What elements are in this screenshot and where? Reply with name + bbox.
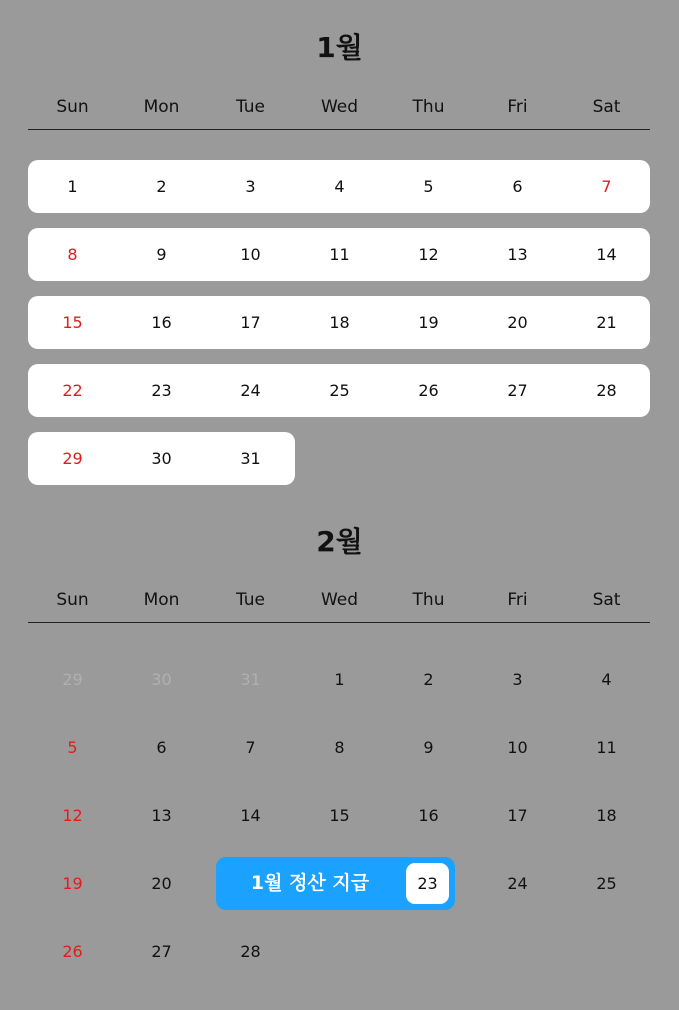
weekday-sun: Sun — [56, 590, 89, 610]
day-cell-other-month: 30 — [151, 670, 172, 689]
day-cell[interactable]: 26 — [62, 942, 83, 961]
day-cell[interactable]: 24 — [240, 381, 261, 400]
weekday-thu: Thu — [412, 590, 445, 610]
day-cell[interactable]: 6 — [512, 177, 523, 196]
day-cell[interactable]: 10 — [240, 245, 261, 264]
weekday-sat: Sat — [592, 590, 621, 610]
day-cell[interactable]: 28 — [240, 942, 261, 961]
day-cell[interactable]: 5 — [423, 177, 434, 196]
day-cell[interactable]: 9 — [156, 245, 167, 264]
day-cell[interactable]: 12 — [418, 245, 439, 264]
day-cell[interactable]: 16 — [418, 806, 439, 825]
day-cell[interactable]: 7 — [601, 177, 612, 196]
day-cell[interactable]: 24 — [507, 874, 528, 893]
day-cell[interactable]: 27 — [151, 942, 172, 961]
day-cell[interactable]: 21 — [596, 313, 617, 332]
day-cell[interactable]: 9 — [423, 738, 434, 757]
settlement-payout-day[interactable]: 23 — [406, 863, 449, 904]
weekday-header — [28, 97, 650, 130]
day-cell[interactable]: 4 — [334, 177, 345, 196]
day-cell[interactable]: 13 — [507, 245, 528, 264]
weekday-header — [28, 590, 650, 623]
day-cell[interactable]: 23 — [151, 381, 172, 400]
day-cell[interactable]: 2 — [156, 177, 167, 196]
month-title-january: 1월 — [316, 31, 363, 64]
day-cell[interactable]: 15 — [329, 806, 350, 825]
day-cell[interactable]: 27 — [507, 381, 528, 400]
day-cell[interactable]: 14 — [596, 245, 617, 264]
day-cell[interactable]: 18 — [329, 313, 350, 332]
day-cell[interactable]: 11 — [329, 245, 350, 264]
day-cell[interactable]: 17 — [507, 806, 528, 825]
day-cell[interactable]: 25 — [596, 874, 617, 893]
day-cell[interactable]: 28 — [596, 381, 617, 400]
weekday-tue: Tue — [235, 97, 266, 117]
day-cell[interactable]: 8 — [334, 738, 345, 757]
day-cell[interactable]: 31 — [240, 449, 261, 468]
day-cell[interactable]: 17 — [240, 313, 261, 332]
day-cell[interactable]: 13 — [151, 806, 172, 825]
day-cell[interactable]: 20 — [151, 874, 172, 893]
month-title-february: 2월 — [316, 525, 363, 558]
day-cell[interactable]: 8 — [67, 245, 78, 264]
day-cell[interactable]: 26 — [418, 381, 439, 400]
day-cell-other-month: 31 — [240, 670, 261, 689]
day-cell[interactable]: 10 — [507, 738, 528, 757]
day-cell[interactable]: 30 — [151, 449, 172, 468]
day-cell[interactable]: 22 — [62, 381, 83, 400]
day-cell[interactable]: 1 — [334, 670, 345, 689]
day-cell[interactable]: 11 — [596, 738, 617, 757]
day-cell[interactable]: 3 — [245, 177, 256, 196]
weekday-wed: Wed — [320, 590, 359, 610]
day-cell[interactable]: 19 — [62, 874, 83, 893]
weekday-mon: Mon — [143, 590, 180, 610]
day-cell[interactable]: 5 — [67, 738, 78, 757]
day-cell[interactable]: 20 — [507, 313, 528, 332]
day-cell[interactable]: 4 — [601, 670, 612, 689]
day-cell[interactable]: 1 — [67, 177, 78, 196]
day-cell[interactable]: 16 — [151, 313, 172, 332]
weekday-fri: Fri — [507, 97, 528, 117]
settlement-payout-label: 1월 정산 지급 — [250, 872, 370, 894]
day-cell[interactable]: 25 — [329, 381, 350, 400]
day-cell[interactable]: 6 — [156, 738, 167, 757]
day-cell[interactable]: 2 — [423, 670, 434, 689]
weekday-sat: Sat — [592, 97, 621, 117]
weekday-tue: Tue — [235, 590, 266, 610]
day-cell-other-month: 29 — [62, 670, 83, 689]
day-cell[interactable]: 3 — [512, 670, 523, 689]
day-cell[interactable]: 7 — [245, 738, 256, 757]
day-cell[interactable]: 14 — [240, 806, 261, 825]
weekday-thu: Thu — [412, 97, 445, 117]
day-cell[interactable]: 15 — [62, 313, 83, 332]
day-cell[interactable]: 12 — [62, 806, 83, 825]
weekday-sun: Sun — [56, 97, 89, 117]
settlement-payout-banner[interactable] — [216, 857, 455, 910]
weekday-fri: Fri — [507, 590, 528, 610]
day-cell[interactable]: 18 — [596, 806, 617, 825]
day-cell[interactable]: 19 — [418, 313, 439, 332]
weekday-mon: Mon — [143, 97, 180, 117]
day-cell[interactable]: 29 — [62, 449, 83, 468]
weekday-wed: Wed — [320, 97, 359, 117]
